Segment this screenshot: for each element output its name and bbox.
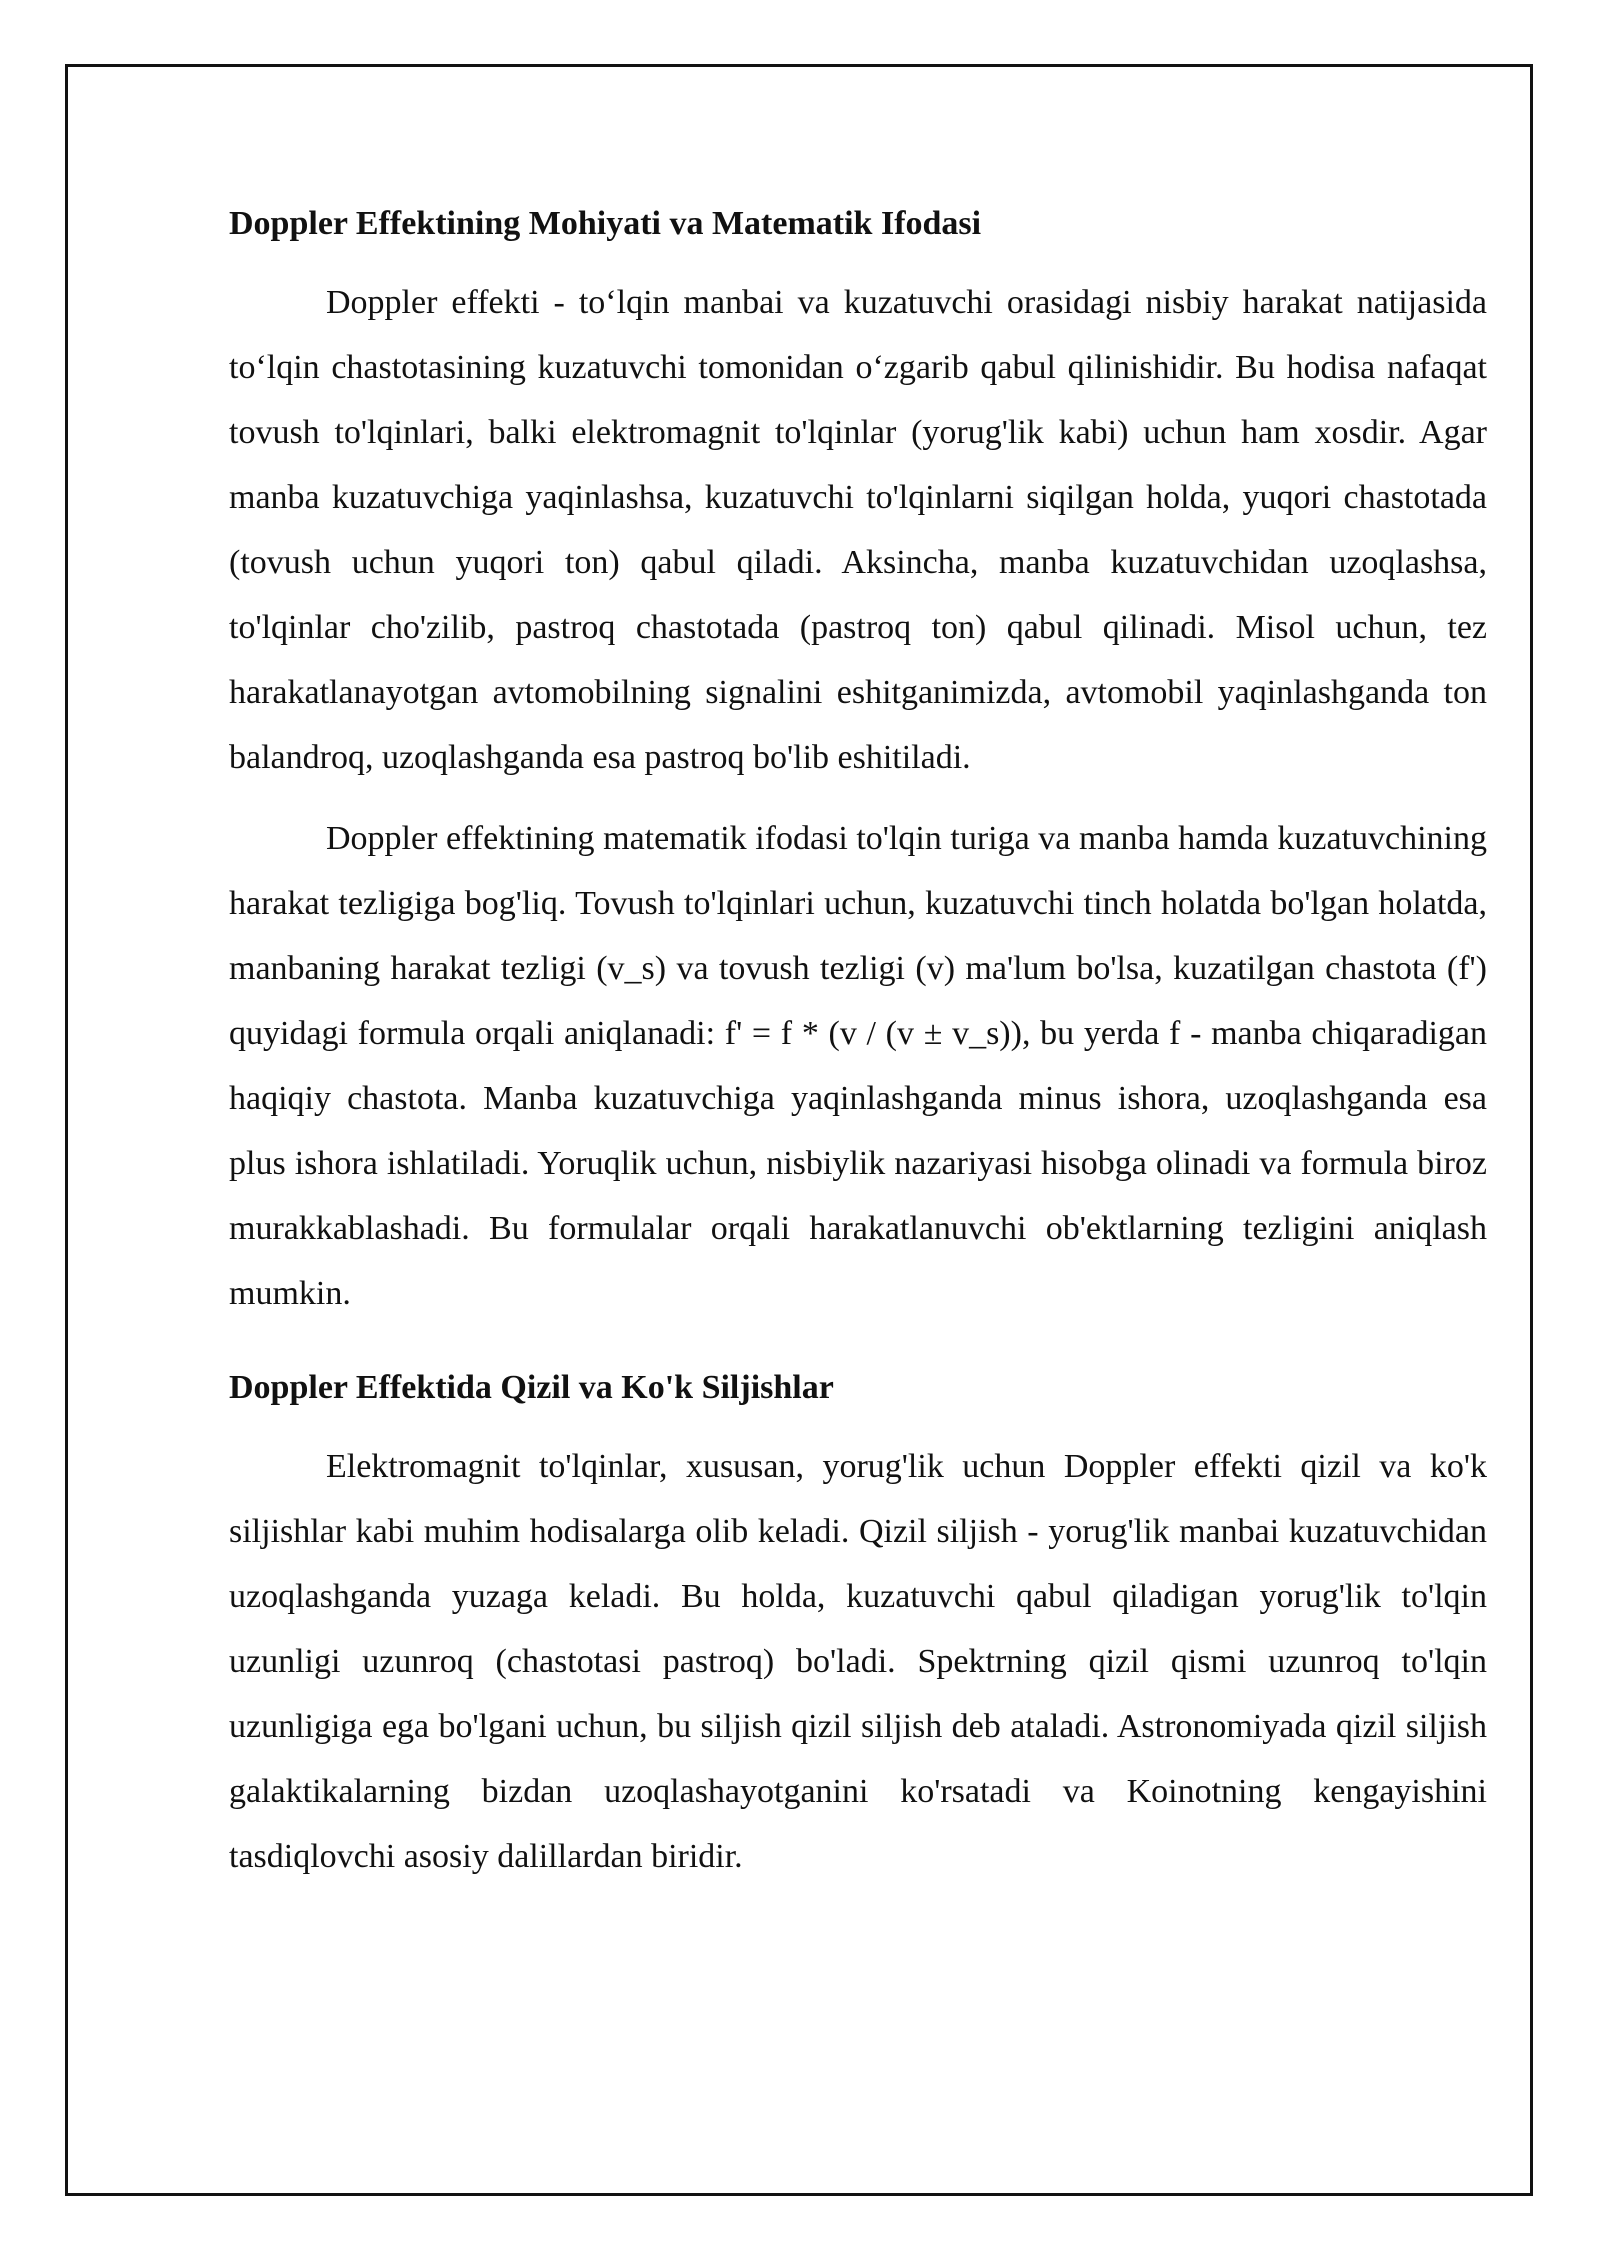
paragraph-red-shift: Elektromagnit to'lqinlar, xususan, yorug'lik uchun Doppler effekti qizil va ko'k siljishlar kabi muhim hodisalarga olib keladi. Qizil siljish - yorug'lik manbai kuzatuvchidan uzoqlashganda yuzaga keladi. Bu holda, kuzatuvchi qabul qiladigan yorug'lik to'lqin uzunligi uzunroq (chastotasi pastroq) bo'ladi. Spektrning qizil qismi uzunroq to'lqin uzunligiga ega bo'lgani uchun, bu siljish qizil siljish deb ataladi. Astronomiyada qizil siljish galaktikalarning bizdan uzoqlashayotganini ko'rsatadi va Koinotning kengayishini tasdiqlovchi asosiy dalillardan biridir. [229,1448,1487,1875]
section-heading-red-blue-shift: Doppler Effektida Qizil va Ko'k Siljishlar [229,1369,834,1406]
document-body [229,200,1487,1905]
paragraph-doppler-definition: Doppler effekti - to‘lqin manbai va kuzatuvchi orasidagi nisbiy harakat natijasida to‘lqin chastotasining kuzatuvchi tomonidan o‘zgarib qabul qilinishidir. Bu hodisa nafaqat tovush to'lqinlari, balki elektromagnit to'lqinlar (yorug'lik kabi) uchun ham xosdir. Agar manba kuzatuvchiga yaqinlashsa, kuzatuvchi to'lqinlarni siqilgan holda, yuqori chastotada (tovush uchun yuqori ton) qabul qiladi. Aksincha, manba kuzatuvchidan uzoqlashsa, to'lqinlar cho'zilib, pastroq chastotada (pastroq ton) qabul qilinadi. Misol uchun, tez harakatlanayotgan avtomobilning signalini eshitganimizda, avtomobil yaqinlashganda ton balandroq, uzoqlashganda esa pastroq bo'lib eshitiladi. [229,284,1487,776]
section-heading-doppler-essence: Doppler Effektining Mohiyati va Matematik Ifodasi [229,205,982,242]
paragraph-doppler-formula: Doppler effektining matematik ifodasi to'lqin turiga va manba hamda kuzatuvchining harakat tezligiga bog'liq. Tovush to'lqinlari uchun, kuzatuvchi tinch holatda bo'lgan holatda, manbaning harakat tezligi (v_s) va tovush tezligi (v) ma'lum bo'lsa, kuzatilgan chastota (f') quyidagi formula orqali aniqlanadi: f' = f * (v / (v ± v_s)), bu yerda f - manba chiqaradigan haqiqiy chastota. Manba kuzatuvchiga yaqinlashganda minus ishora, uzoqlashganda esa plus ishora ishlatiladi. Yoruqlik uchun, nisbiylik nazariyasi hisobga olinadi va formula biroz murakkablashadi. Bu formulalar orqali harakatlanuvchi ob'ektlarning tezligini aniqlash mumkin. [229,820,1487,1312]
